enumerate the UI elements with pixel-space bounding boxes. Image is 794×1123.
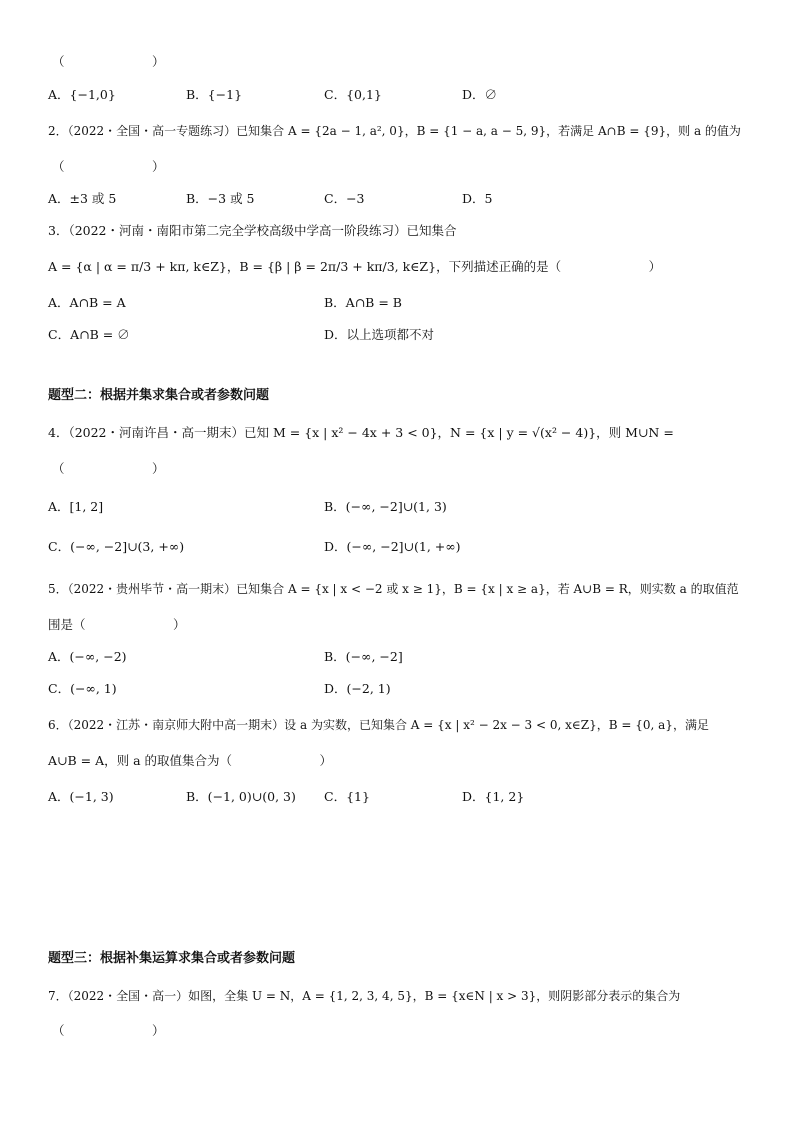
q4-stem-tail: （ ） — [52, 461, 165, 476]
q4-stem: 4．（2022・河南许昌・高一期末）已知 M = {x | x² − 4x + 3 < 0}，N = {x | y = √(x² − 4)}，则 M∪N = — [48, 425, 674, 440]
q5-option-b: B．(−∞, −2] — [324, 649, 403, 664]
q3-option-c: C．A∩B = ∅ — [48, 327, 130, 342]
section3-title: 题型三：根据补集运算求集合或者参数问题 — [48, 951, 296, 966]
q2-stem: 2．（2022・全国・高一专题练习）已知集合 A = {2a − 1, a², 0}，B = {1 − a, a − 5, 9}，若满足 A∩B = {9}，则 a 的值为 — [48, 124, 741, 138]
q1-option-b: B．{−1} — [186, 87, 243, 102]
q4-option-d: D．(−∞, −2]∪(1, +∞) — [324, 539, 461, 554]
q2-option-a: A．±3 或 5 — [48, 191, 117, 206]
q2-option-c: C．−3 — [324, 191, 365, 206]
q1-option-d: D．∅ — [462, 87, 498, 102]
q1-stem-tail: （ ） — [52, 54, 165, 69]
q2-stem-tail: （ ） — [52, 159, 165, 174]
q4-option-b: B．(−∞, −2]∪(1, 3) — [324, 499, 447, 514]
q3-option-a: A．A∩B = A — [48, 295, 126, 310]
q4-option-c: C．(−∞, −2]∪(3, +∞) — [48, 539, 185, 554]
q6-option-a: A．(−1, 3) — [48, 789, 114, 804]
q3-stem-formula: A = {α | α = π/3 + kπ, k∈Z}，B = {β | β = 2π/3 + kπ/3, k∈Z}，下列描述正确的是（ ） — [48, 259, 662, 274]
q4-option-a: A．[1, 2] — [48, 499, 104, 514]
q5-stem: 5．（2022・贵州毕节・高一期末）已知集合 A = {x | x < −2 或 x ≥ 1}，B = {x | x ≥ a}，若 A∪B = R，则实数 a 的取值范 — [48, 582, 739, 596]
q6-option-d: D．{1, 2} — [462, 789, 525, 804]
q5-stem-tail: 围是（ ） — [48, 617, 186, 632]
q6-stem: 6．（2022・江苏・南京师大附中高一期末）设 a 为实数，已知集合 A = {x | x² − 2x − 3 < 0, x∈Z}，B = {0, a}，满足 — [48, 718, 709, 732]
q7-stem-tail: （ ） — [52, 1023, 165, 1038]
q6-option-c: C．{1} — [324, 789, 370, 804]
section2-title: 题型二：根据并集求集合或者参数问题 — [48, 388, 270, 403]
q5-option-d: D．(−2, 1) — [324, 681, 391, 696]
q5-option-c: C．(−∞, 1) — [48, 681, 117, 696]
q2-option-d: D．5 — [462, 191, 493, 206]
q5-option-a: A．(−∞, −2) — [48, 649, 127, 664]
q7-stem: 7．（2022・全国・高一）如图，全集 U = N，A = {1, 2, 3, 4, 5}，B = {x∈N | x > 3}，则阴影部分表示的集合为 — [48, 989, 681, 1003]
q2-option-b: B．−3 或 5 — [186, 191, 255, 206]
q1-option-a: A．{−1,0} — [48, 87, 116, 102]
q3-stem: 3．（2022・河南・南阳市第二完全学校高级中学高一阶段练习）已知集合 — [48, 223, 457, 238]
q1-option-c: C．{0,1} — [324, 87, 382, 102]
q6-stem-tail: A∪B = A，则 a 的取值集合为（ ） — [48, 753, 333, 768]
q3-option-d: D．以上选项都不对 — [324, 327, 435, 342]
q3-option-b: B．A∩B = B — [324, 295, 402, 310]
q6-option-b: B．(−1, 0)∪(0, 3) — [186, 789, 296, 804]
